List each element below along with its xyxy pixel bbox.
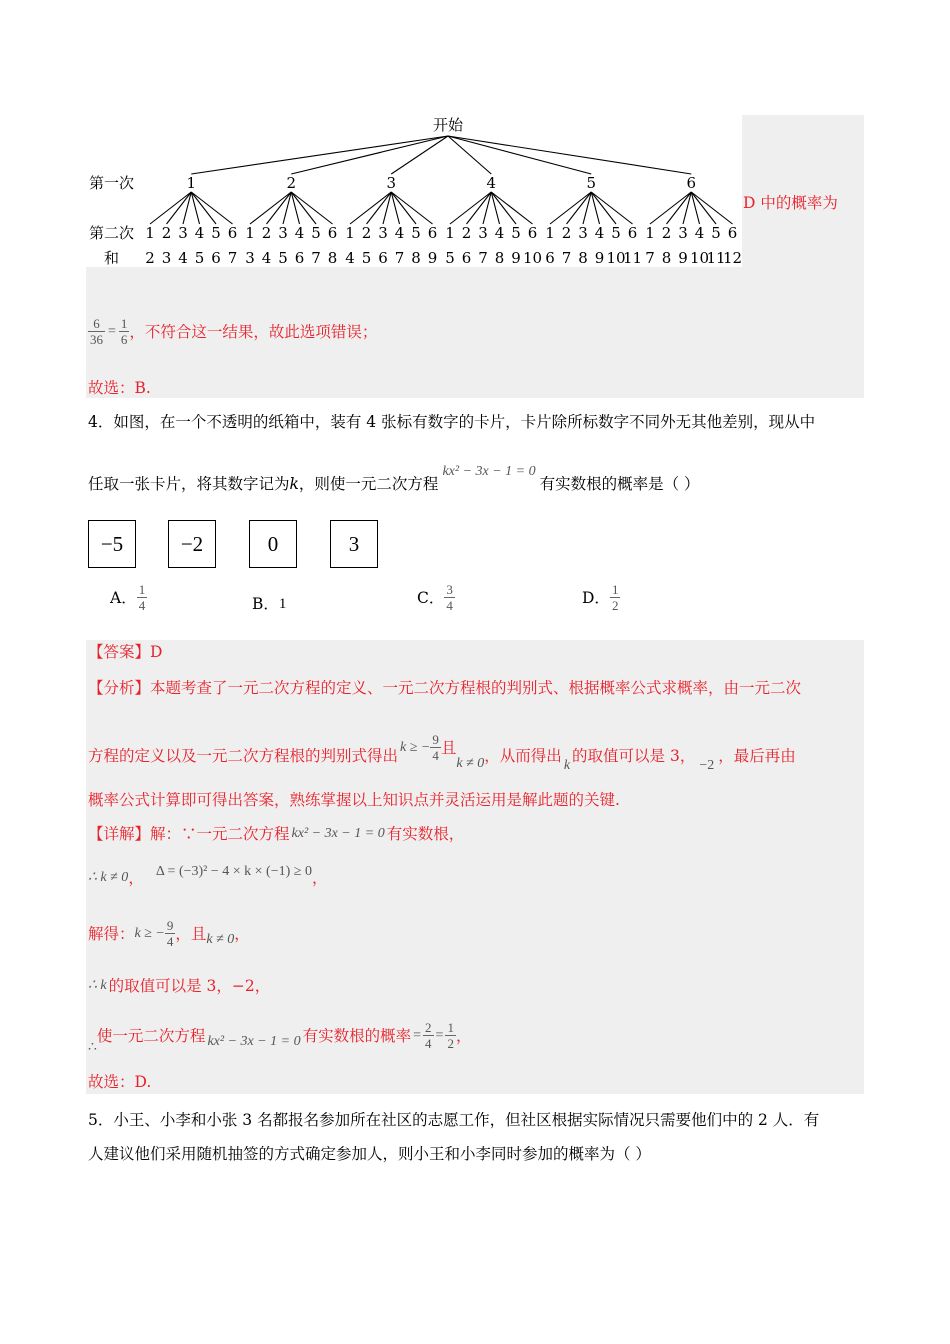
- tree-first-node: 2: [286, 174, 297, 192]
- tree-first-row-label: 第一次: [89, 174, 135, 192]
- tree-second-node: 4: [294, 224, 305, 242]
- tree-second-node: 2: [461, 224, 472, 242]
- tree-sum-node: 8: [494, 249, 505, 267]
- tree-sum-node: 4: [178, 249, 188, 267]
- card-3: 3: [330, 520, 378, 568]
- tree-second-node: 1: [145, 224, 155, 242]
- tree-sum-node: 7: [311, 249, 321, 267]
- tree-second-node: 1: [245, 224, 255, 242]
- tree-second-node: 4: [394, 224, 405, 242]
- prev-solution-choice: 故选：B.: [88, 379, 151, 397]
- tree-start-label: 开始: [432, 116, 464, 134]
- tree-sum-node: 5: [194, 249, 205, 267]
- tree-sum-node: 9: [678, 249, 688, 267]
- q5-line1: 5．小王、小李和小张 3 名都报名参加所在社区的志愿工作，但社区根据实际情况只需要他们中的 2 人．有: [88, 1111, 820, 1129]
- tree-second-node: 5: [611, 224, 621, 242]
- q4-equation: kx² − 3x − 1 = 0: [442, 464, 536, 479]
- tree-branch: [191, 136, 448, 174]
- tree-first-node: 3: [386, 174, 397, 192]
- detail-line: 【详解】解：∵一元二次方程 kx² − 3x − 1 = 0 有实数根，: [88, 825, 465, 843]
- tree-sum-node: 5: [278, 249, 288, 267]
- tree-second-node: 6: [327, 224, 338, 242]
- option-d: D． $\frac{1}{2}$: [582, 582, 619, 613]
- tree-sum-node: 7: [394, 249, 405, 267]
- option-b: B． 1: [252, 595, 287, 613]
- tree-sum-node: 6: [545, 249, 555, 267]
- tree-diagram: [0, 0, 950, 280]
- tree-second-node: 4: [494, 224, 505, 242]
- option-c: C． $\frac{3}{4}$: [417, 582, 453, 613]
- tree-sum-node: 7: [645, 249, 655, 267]
- card-minus-2: −2: [168, 520, 216, 568]
- tree-second-node: 6: [627, 224, 638, 242]
- tree-second-node: 4: [694, 224, 705, 242]
- tree-sum-node: 10: [689, 249, 710, 267]
- tree-second-node: 3: [278, 224, 288, 242]
- tree-first-node: 5: [586, 174, 597, 192]
- prev-solution-line: $\frac{6}{36}$ = $\frac{1}{6}$ ，不符合这一结果，故此选项错误；: [90, 316, 378, 347]
- tree-sum-node: 5: [445, 249, 455, 267]
- tree-second-node: 5: [211, 224, 221, 242]
- tree-sum-node: 7: [561, 249, 572, 267]
- tree-first-node: 1: [186, 174, 197, 192]
- tree-branch: [291, 136, 448, 174]
- tree-second-node: 5: [411, 224, 421, 242]
- tree-second-node: 2: [661, 224, 672, 242]
- tree-sum-node: 7: [227, 249, 238, 267]
- tree-sum-node: 9: [594, 249, 605, 267]
- tree-sum-node: 5: [361, 249, 372, 267]
- tree-sum-node: 6: [211, 249, 221, 267]
- therefore-line: ∴ k ≠ 0 ， Δ = (−3)² − 4 × k × (−1) ≥ 0 ，: [88, 864, 328, 887]
- option-a: A． $\frac{1}{4}$: [110, 582, 146, 613]
- tree-second-node: 4: [594, 224, 605, 242]
- tree-second-node: 2: [561, 224, 572, 242]
- tree-second-node: 1: [645, 224, 655, 242]
- tree-sum-node: 4: [261, 249, 272, 267]
- tree-sum-node: 11: [706, 249, 726, 267]
- tree-sum-node: 2: [145, 249, 155, 267]
- tree-second-node: 4: [194, 224, 205, 242]
- tree-second-node: 1: [545, 224, 555, 242]
- tree-sum-node: 9: [427, 249, 438, 267]
- tree-sum-node: 3: [161, 249, 172, 267]
- tree-second-node: 3: [578, 224, 588, 242]
- tree-second-node: 3: [678, 224, 688, 242]
- card-minus-5: −5: [88, 520, 136, 568]
- d-probability-label: D 中的概率为: [743, 194, 838, 212]
- probability-line: ∴ 使一元二次方程 kx² − 3x − 1 = 0 有实数根的概率 = $\frac{2}{4}$ = $\frac{1}{2}$ ，: [88, 1020, 472, 1055]
- analysis-line2: 方程的定义以及一元二次方程根的判别式得出 k ≥ − $\frac{9}{4}$ 且 k ≠ 0 ，从而得出 k 的取值可以是 3， −2 ，最后再由: [88, 732, 796, 773]
- tree-second-node: 2: [361, 224, 372, 242]
- tree-first-node: 6: [686, 174, 697, 192]
- tree-sum-node: 4: [345, 249, 355, 267]
- tree-sum-node: 6: [294, 249, 305, 267]
- q4-line2: 任取一张卡片，将其数字记为 k ，则使一元二次方程 kx² − 3x − 1 = 0 有实数根的概率是（ ）: [88, 464, 700, 493]
- answer-choice: 故选：D.: [88, 1073, 152, 1091]
- card-0: 0: [249, 520, 297, 568]
- tree-second-node: 5: [311, 224, 321, 242]
- tree-second-node: 3: [378, 224, 388, 242]
- analysis-line3: 概率公式计算即可得出答案，熟练掌握以上知识点并灵活运用是解此题的关键.: [88, 791, 620, 809]
- tree-second-node: 6: [727, 224, 738, 242]
- tree-sum-node: 7: [478, 249, 488, 267]
- k-values-line: ∴ k 的取值可以是 3，−2，: [88, 977, 271, 995]
- solve-line: 解得： k ≥ − $\frac{9}{4}$ ，且 k ≠ 0 ，: [88, 918, 250, 949]
- answer-label: 【答案】D: [88, 643, 163, 661]
- tree-sum-node: 8: [578, 249, 588, 267]
- tree-sum-node: 8: [661, 249, 672, 267]
- analysis-line1: 【分析】本题考查了一元二次方程的定义、一元二次方程根的判别式、根据概率公式求概率，由一元二次: [88, 679, 802, 697]
- tree-second-node: 2: [161, 224, 172, 242]
- tree-sum-row-label: 和: [104, 249, 120, 267]
- tree-sum-node: 8: [327, 249, 338, 267]
- tree-second-node: 3: [178, 224, 188, 242]
- tree-second-node: 6: [527, 224, 538, 242]
- tree-sum-node: 6: [461, 249, 472, 267]
- tree-second-node: 3: [478, 224, 488, 242]
- tree-sum-node: 8: [411, 249, 421, 267]
- tree-sum-node: 12: [722, 249, 743, 267]
- fraction-6-36: $\frac{6}{36}$: [90, 316, 103, 347]
- tree-second-node: 6: [427, 224, 438, 242]
- tree-sum-node: 9: [511, 249, 521, 267]
- tree-second-node: 1: [345, 224, 355, 242]
- tree-sum-node: 6: [378, 249, 388, 267]
- fraction-1-6: $\frac{1}{6}$: [120, 316, 128, 347]
- tree-sum-node: 11: [622, 249, 643, 267]
- tree-second-row-label: 第二次: [89, 224, 135, 242]
- tree-second-node: 5: [711, 224, 721, 242]
- tree-first-node: 4: [486, 174, 497, 192]
- tree-second-node: 1: [445, 224, 455, 242]
- q4-line1: 4．如图，在一个不透明的纸箱中，装有 4 张标有数字的卡片，卡片除所标数字不同外无其他差别，现从中: [88, 413, 816, 431]
- tree-sum-node: 10: [522, 249, 543, 267]
- tree-second-node: 6: [227, 224, 238, 242]
- tree-sum-node: 10: [606, 249, 626, 267]
- q5-line2: 人建议他们采用随机抽签的方式确定参加人，则小王和小李同时参加的概率为（ ）: [88, 1145, 651, 1163]
- tree-second-node: 2: [261, 224, 272, 242]
- tree-branch: [391, 136, 448, 174]
- tree-sum-node: 3: [245, 249, 255, 267]
- tree-second-node: 5: [511, 224, 521, 242]
